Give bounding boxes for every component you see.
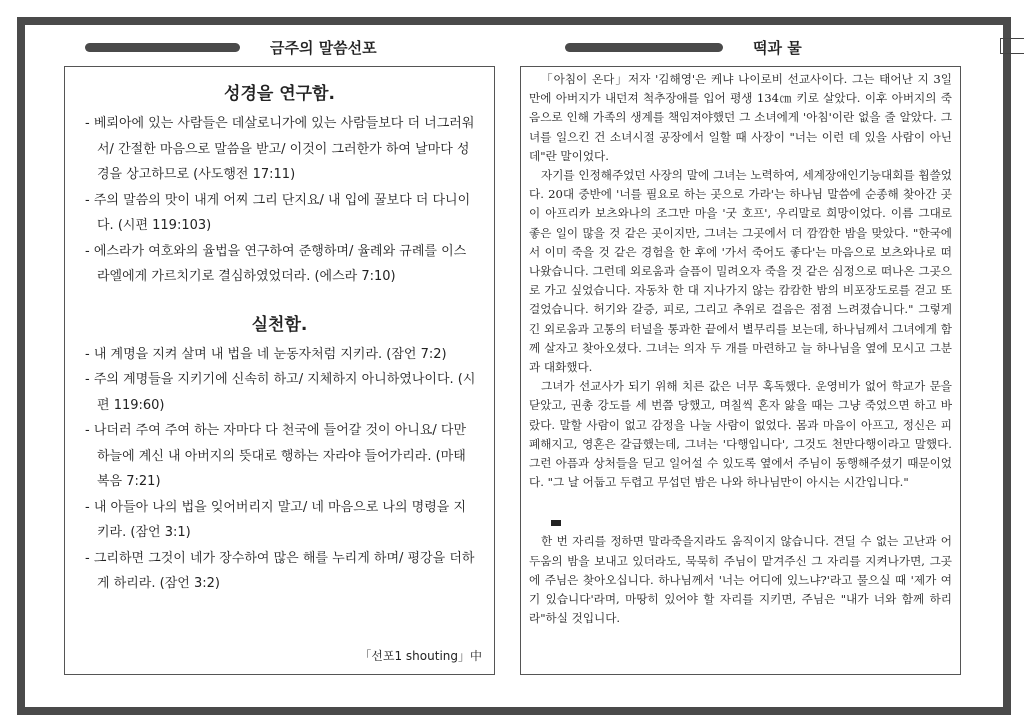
- left-header-title: 금주의 말씀선포: [270, 38, 377, 57]
- article-paragraph: 「아침이 온다」저자 '김해영'은 케냐 나이로비 선교사이다. 그는 태어난 지 3일 만에 아버지가 내던져 척추장애를 입어 평생 134㎝ 키로 살았다. 이후 아버지의 죽음으로 인해 가족의 생계를 책임져야했던 그 소녀에게 '아침'이란 없을 줄 알았다. 그녀를 일으킨 건 소녀시절 공장에서 일할 때 사장이 "너는 이런 데 있을 사람이 아닌데"란 말이었다.: [529, 72, 952, 163]
- article-body: [521, 67, 960, 628]
- article-paragraph: 그녀가 선교사가 되기 위해 치른 값은 너무 혹독했다. 운영비가 없어 학교가 문을 닫았고, 권총 강도를 세 번쯤 당했고, 며칠씩 혼자 앓을 때는 그냥 죽었으면 하고 바랐다. 말할 사람이 없고 감정을 나눌 사람이 없었다. 몸과 마음이 아프고, 정신은 피폐해지고, 영혼은 갈급했는데, 그녀는 '다행입니다', 그것도 천만다행이라고 말했다. 그런 아픔과 상처들을 딛고 일어설 수 있도록 옆에서 주님이 동행해주셨기 때문이었다. "그 날 어둡고 두렵고 무섭던 밤은 나와 하나님만이 아시는 시간입니다.": [529, 379, 952, 490]
- sermon-panel: [64, 66, 495, 675]
- verse-item: - 베뢰아에 있는 사람들은 데살로니가에 있는 사람들보다 더 너그러워서/ 간절한 마음으로 말씀을 받고/ 이것이 그러한가 하여 날마다 성경을 상고하므로 (사도행전 17:11): [85, 116, 475, 182]
- verse-item: - 그리하면 그것이 네가 장수하여 많은 해를 누리게 하며/ 평강을 더하게 하리라. (잠언 3:2): [85, 550, 475, 591]
- sermon-source: 「선포1 shouting」中: [359, 649, 482, 663]
- corner-tab: [1000, 38, 1024, 54]
- left-header-bar: [85, 43, 240, 52]
- verse-item: - 내 아들아 나의 법을 잊어버리지 말고/ 네 마음으로 나의 명령을 지키라. (잠언 3:1): [85, 499, 467, 540]
- article-panel: [520, 66, 961, 675]
- study-verse-list: [73, 111, 486, 290]
- verse-item: - 나더러 주여 주여 하는 자마다 다 천국에 들어갈 것이 아니요/ 다만 하늘에 계신 내 아버지의 뜻대로 행하는 자라야 들어가리라. (마태복음 7:21): [85, 423, 467, 489]
- right-header: [565, 38, 965, 57]
- verse-item: - 내 계명을 지켜 살며 내 법을 네 눈동자처럼 지키라. (잠언 7:2): [85, 346, 447, 362]
- right-header-title: 떡과 물: [753, 38, 802, 57]
- article-paragraph: 한 번 자리를 정하면 말라죽을지라도 움직이지 않습니다. 견딜 수 없는 고난과 어두움의 밤을 보내고 있더라도, 묵묵히 주님이 맡겨주신 그 자리를 지켜나가면, 그곳에 주님은 찾아오십니다. 하나님께서 '너는 어디에 있느냐?'라고 물으실 때 '제가 여기 있습니다'라며, 마땅히 있어야 할 자리를 지키면, 주님은 "내가 너와 함께 하리라"하실 것입니다.: [529, 534, 952, 626]
- right-header-bar: [565, 43, 723, 52]
- verse-item: - 주의 말씀의 맛이 내게 어찌 그리 단지요/ 내 입에 꿀보다 더 다니이다. (시편 119:103): [85, 192, 471, 233]
- section-title-practice: 실천함.: [251, 314, 308, 335]
- article-paragraph: 자기를 인정해주었던 사장의 말에 그녀는 노력하여, 세계장애인기능대회를 휩쓸었다. 20대 중반에 '너를 필요로 하는 곳으로 가라'는 하나님 말씀에 순종해 찾아간 곳이 아프리카 보츠와나의 조그만 마을 '굿 호프', 우리말로 희망이었다. 이름 그대로 좋은 일이 많을 것 같은 곳이지만, 그녀는 그곳에서 더 깜깜한 밤을 맞았다. "한국에서 이미 죽을 것 같은 경험을 한 후에 '가서 죽어도 좋다'는 마음으로 보츠와나로 떠나왔습니다. 그런데 외로움과 슬픔이 밀려오자 죽을 것 같은 심정으로 떠나온 그곳으로 가고 싶었습니다. 자동차 한 대 지나가지 않는 캄캄한 밤의 비포장도로를 걷고 또 걸었습니다. 허기와 갈증, 피로, 그리고 추위로 걸음은 점점 느려졌습니다." 그렇게 긴 외로움과 고통의 터널을 통과한 끝에서 별무리를 보는데, 하나님께서 그녀에게 함께 살자고 찾아오셨다. 그녀는 의자 두 개를 마련하고 늘 하나님을 옆에 모시고 그분과 대화했다.: [529, 168, 952, 375]
- section-marker: [551, 520, 561, 526]
- left-header: [85, 38, 495, 57]
- verse-item: - 에스라가 여호와의 율법을 연구하여 준행하며/ 율례와 규례를 이스라엘에게 가르치기로 결심하였었더라. (에스라 7:10): [85, 243, 467, 284]
- section-title-study: 성경을 연구함.: [224, 84, 335, 104]
- verse-item: - 주의 계명들을 지키기에 신속히 하고/ 지체하지 아니하였나이다. (시편 119:60): [85, 372, 476, 413]
- practice-verse-list: [73, 342, 486, 597]
